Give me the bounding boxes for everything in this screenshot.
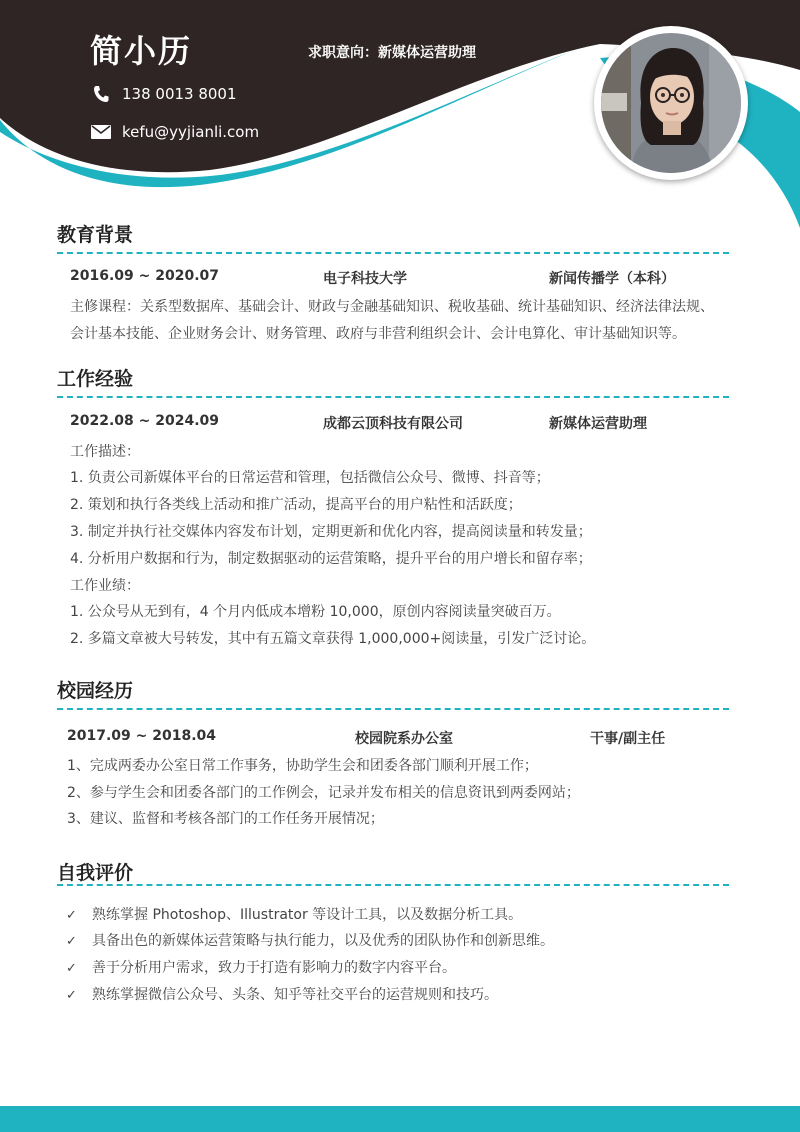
campus-item: 1、完成两委办公室日常工作事务，协助学生会和团委各部门顺利开展工作； <box>67 758 538 774</box>
section-divider <box>57 884 729 886</box>
campus-org: 校园院系办公室 <box>355 731 453 747</box>
work-duty-item: 1. 负责公司新媒体平台的日常运营和管理，包括微信公众号、微博、抖音等； <box>70 470 550 486</box>
work-duty-item: 2. 策划和执行各类线上活动和推广活动，提高平台的用户粘性和活跃度； <box>70 497 522 513</box>
self-item-text: 具备出色的新媒体运营策略与执行能力，以及优秀的团队协作和创新思维。 <box>92 933 554 949</box>
campus-item: 3、建议、监督和考核各部门的工作任务开展情况； <box>67 811 384 827</box>
self-item <box>66 984 498 1004</box>
section-divider <box>57 252 729 254</box>
phone-icon <box>90 85 112 103</box>
work-position: 新媒体运营助理 <box>549 416 647 432</box>
self-item-text: 善于分析用户需求，致力于打造有影响力的数字内容平台。 <box>92 960 456 976</box>
work-description-label: 工作描述： <box>70 444 140 460</box>
check-icon: ✓ <box>66 908 77 923</box>
campus-role: 干事/副主任 <box>590 731 666 747</box>
email-row <box>90 123 259 141</box>
work-duty-item: 4. 分析用户数据和行为，制定数据驱动的运营策略，提升平台的用户增长和留存率； <box>70 551 592 567</box>
section-title-campus: 校园经历 <box>57 680 134 702</box>
phone-number[interactable]: 138 0013 8001 <box>122 85 237 103</box>
candidate-name: 简小历 <box>90 32 193 70</box>
section-divider <box>57 396 729 398</box>
phone-row <box>90 85 237 103</box>
section-title-education: 教育背景 <box>57 224 134 246</box>
section-title-work: 工作经验 <box>57 368 134 390</box>
job-objective: 求职意向：新媒体运营助理 <box>308 45 476 61</box>
campus-item: 2、参与学生会和团委各部门的工作例会，记录并发布相关的信息资讯到两委网站； <box>67 785 580 801</box>
self-item <box>66 904 522 924</box>
section-title-self: 自我评价 <box>57 862 134 884</box>
work-achievement-item: 1. 公众号从无到有，4 个月内低成本增粉 10,000，原创内容阅读量突破百万。 <box>70 604 561 620</box>
check-icon: ✓ <box>66 988 77 1003</box>
email-address[interactable]: kefu@yyjianli.com <box>122 123 260 141</box>
work-company: 成都云顶科技有限公司 <box>323 416 463 432</box>
education-school: 电子科技大学 <box>323 271 407 287</box>
avatar <box>601 33 741 173</box>
self-item-text: 熟练掌握 Photoshop、Illustrator 等设计工具，以及数据分析工具。 <box>92 907 523 923</box>
education-period: 2016.09 ~ 2020.07 <box>70 268 220 284</box>
work-achievement-item: 2. 多篇文章被大号转发，其中有五篇文章获得 1,000,000+阅读量，引发广泛讨论。 <box>70 631 596 647</box>
education-courses-line: 会计基本技能、企业财务会计、财务管理、政府与非营利组织会计、会计电算化、审计基础知识等。 <box>70 326 686 342</box>
work-duty-item: 3. 制定并执行社交媒体内容发布计划，定期更新和优化内容，提高阅读量和转发量； <box>70 524 592 540</box>
check-icon: ✓ <box>66 934 77 949</box>
self-item <box>66 957 456 977</box>
envelope-icon <box>90 123 112 141</box>
footer-bar <box>0 1106 800 1132</box>
section-divider <box>57 708 729 710</box>
work-period: 2022.08 ~ 2024.09 <box>70 413 220 429</box>
work-achievement-label: 工作业绩： <box>70 578 140 594</box>
campus-period: 2017.09 ~ 2018.04 <box>67 728 217 744</box>
education-courses-line: 主修课程：关系型数据库、基础会计、财政与金融基础知识、税收基础、统计基础知识、经济法律法规、 <box>70 299 714 315</box>
check-icon: ✓ <box>66 961 77 976</box>
education-major: 新闻传播学（本科） <box>549 271 675 287</box>
self-item-text: 熟练掌握微信公众号、头条、知乎等社交平台的运营规则和技巧。 <box>92 987 498 1003</box>
self-item <box>66 930 554 950</box>
